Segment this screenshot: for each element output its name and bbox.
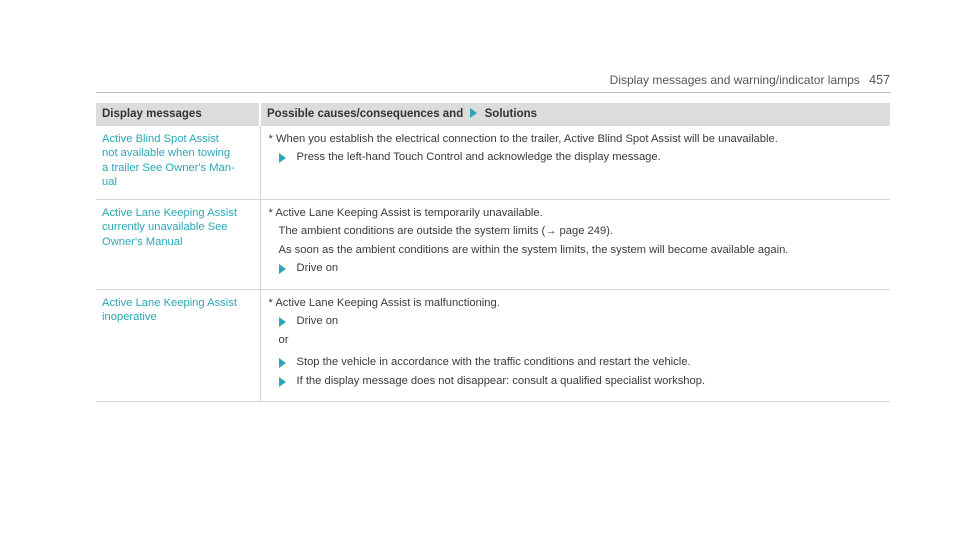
solution-step-text: Press the left-hand Touch Control and acknowledge the display message. — [296, 151, 661, 163]
message-line: not available when towing — [102, 147, 231, 159]
play-triangle-icon — [279, 317, 286, 327]
solution-step — [267, 150, 885, 165]
table-row — [96, 289, 890, 402]
message-line: Active Lane Keeping Assist — [102, 296, 237, 309]
col-header-causes-solutions — [260, 103, 890, 126]
play-triangle-icon — [279, 358, 286, 368]
page-header-title: Display messages and warning/indicator lamps — [609, 73, 860, 87]
display-message-cell — [96, 289, 260, 402]
col-header-solutions: Solutions — [484, 108, 538, 120]
display-messages-table — [96, 103, 890, 402]
play-triangle-icon — [279, 377, 286, 387]
message-line: Active Lane Keeping Assist — [102, 206, 237, 219]
message-line: Active Blind Spot Assist — [102, 132, 219, 145]
play-triangle-icon — [470, 108, 477, 118]
table-row — [96, 199, 890, 289]
or-separator: or — [278, 333, 289, 346]
solution-step-text: Drive on — [296, 262, 339, 274]
solution-step-text: Stop the vehicle in accordance with the traffic conditions and restart the vehicle. — [296, 356, 691, 368]
table-row — [96, 126, 890, 200]
play-triangle-icon — [279, 264, 286, 274]
solution-step — [267, 355, 885, 370]
table-header-row — [96, 103, 890, 126]
message-line: inoperative — [102, 311, 157, 323]
cause-solution-cell — [260, 126, 890, 200]
header-divider — [96, 92, 890, 93]
cause-solution-cell — [260, 289, 890, 402]
solution-step-text: Drive on — [296, 315, 339, 327]
cause-solution-cell — [260, 199, 890, 289]
col-header-display-messages: Display messages — [96, 103, 260, 126]
solution-step — [267, 314, 885, 329]
cause-text: * Active Lane Keeping Assist is malfunctioning. — [268, 296, 500, 309]
solution-step — [267, 374, 885, 389]
display-message-cell — [96, 199, 260, 289]
page-number: 457 — [869, 73, 890, 87]
message-line: Owner's Manual — [102, 235, 183, 248]
solution-step — [267, 261, 885, 276]
cause-text: * Active Lane Keeping Assist is temporarily unavailable. — [268, 206, 543, 219]
play-triangle-icon — [279, 153, 286, 163]
message-line: currently unavailable See — [102, 221, 228, 233]
page-header — [610, 73, 890, 87]
cause-text: * When you establish the electrical connection to the trailer, Active Blind Spot Assist will be unavailable. — [268, 132, 778, 145]
explanation-text: As soon as the ambient conditions are within the system limits, the system will become available again. — [278, 243, 789, 256]
message-line: ual — [102, 176, 117, 188]
display-message-cell — [96, 126, 260, 200]
explanation-text: The ambient conditions are outside the system limits (→ page 249). — [278, 225, 614, 237]
message-line: a trailer See Owner's Man- — [102, 161, 235, 174]
col-header-causes: Possible causes/consequences and — [267, 108, 464, 120]
solution-step-text: If the display message does not disappear: consult a qualified specialist workshop. — [296, 374, 706, 387]
